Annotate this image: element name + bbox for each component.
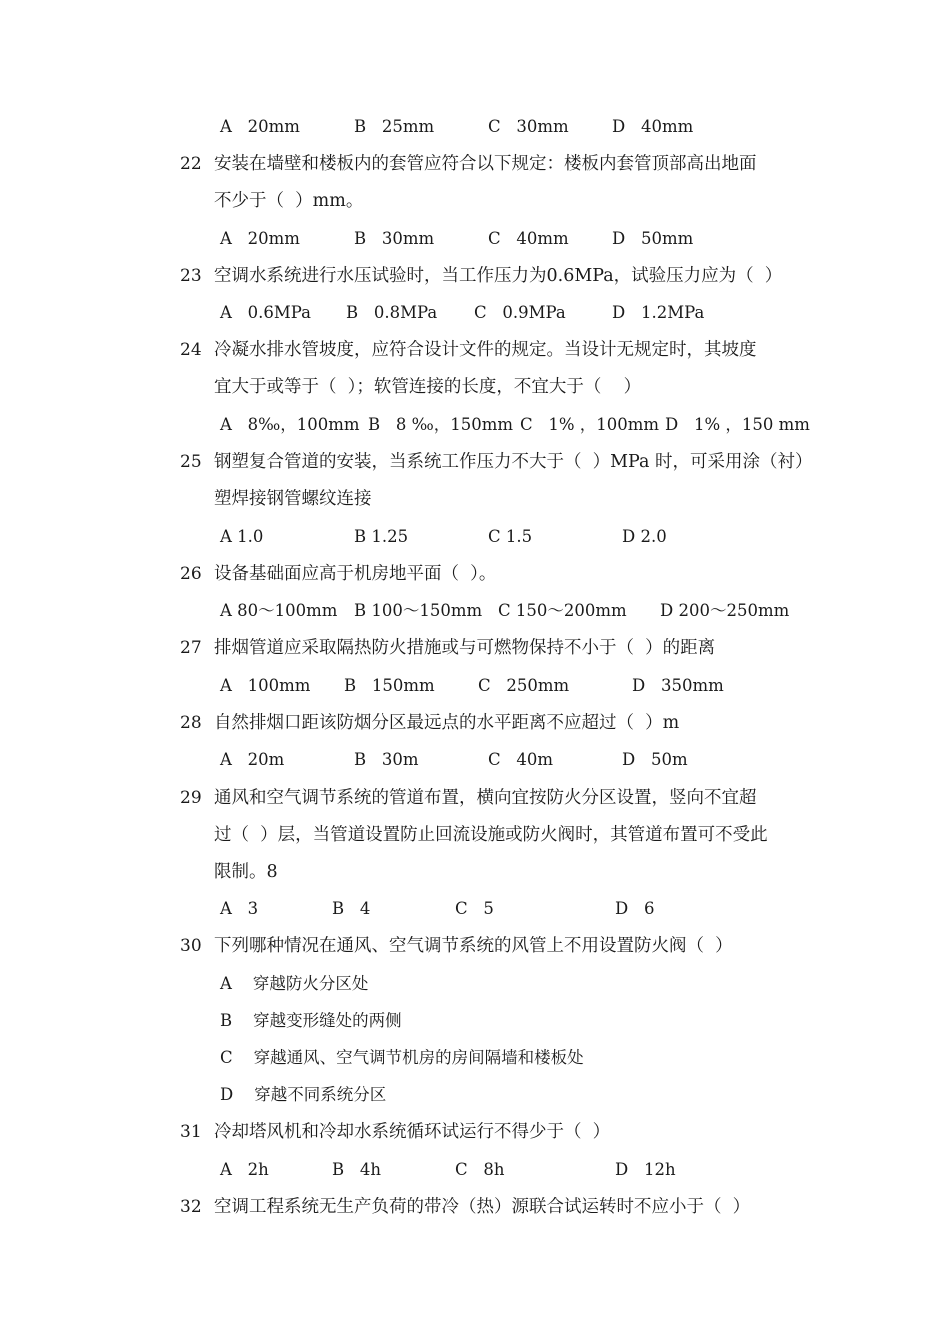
question-text: 空调水系统进行水压试验时，当工作压力为0.6MPa，试验压力应为（ ） [214,266,783,286]
option-d: D 40mm [612,117,694,136]
option-d: D 6 [615,899,655,918]
option-c: C 5 [455,899,494,918]
question-text: 安装在墙壁和楼板内的套管应符合以下规定：楼板内套管顶部高出地面 [214,154,757,174]
question-text-continued: 过（ ）层，当管道设置防止回流设施或防火阀时，其管道布置可不受此 [214,825,768,845]
option-c: C 40m [488,750,554,769]
option-c: C 150～200mm [498,601,627,620]
option-a: A 20mm [220,229,300,248]
question-number: 28 [180,713,202,733]
question-number: 26 [180,564,202,584]
question-text: 排烟管道应采取隔热防火措施或与可燃物保持不小于（ ）的距离 [214,638,716,658]
option-c: C 40mm [488,229,569,248]
question-number: 29 [180,788,202,808]
question-number: 31 [180,1122,202,1142]
question-number: 23 [180,266,202,286]
option-d: D 200～250mm [660,601,790,620]
question-text: 冷却塔风机和冷却水系统循环试运行不得少于（ ） [214,1122,611,1142]
option-c: C 8h [455,1160,505,1179]
option-a: A 1.0 [220,527,264,546]
option-a: A 穿越防火分区处 [220,974,369,993]
option-a: A 100mm [220,676,311,695]
option-a: A 20m [220,750,285,769]
question-text-continued: 不少于（ ）mm。 [214,191,364,211]
option-b: B 150mm [344,676,435,695]
option-b: B 25mm [354,117,435,136]
option-c: C 穿越通风、空气调节机房的房间隔墙和楼板处 [220,1048,584,1067]
option-b: B 30m [354,750,419,769]
question-text: 通风和空气调节系统的管道布置，横向宜按防火分区设置，竖向不宜超 [214,788,757,808]
option-b: B 100～150mm [354,601,483,620]
question-text-continued: 塑焊接钢管螺纹连接 [214,489,372,509]
question-text: 冷凝水排水管坡度，应符合设计文件的规定。当设计无规定时，其坡度 [214,340,757,360]
question-text-continued: 限制。8 [214,862,278,882]
option-b: B 1.25 [354,527,409,546]
option-d: D 50mm [612,229,694,248]
question-number: 27 [180,638,202,658]
question-text: 空调工程系统无生产负荷的带冷（热）源联合试运转时不应小于（ ） [214,1197,751,1217]
question-number: 32 [180,1197,202,1217]
question-number: 22 [180,154,202,174]
option-b: B 4 [332,899,371,918]
option-d: D 穿越不同系统分区 [220,1085,387,1104]
option-c: C 1.5 [488,527,533,546]
option-d: D 1.2MPa [612,303,705,322]
option-c: C 0.9MPa [474,303,566,322]
question-text: 钢塑复合管道的安装，当系统工作压力不大于（ ）MPa 时，可采用涂（衬） [214,452,813,472]
option-d: D 1% ，150 mm [665,415,810,434]
question-text: 自然排烟口距该防烟分区最远点的水平距离不应超过（ ）m [214,713,680,733]
question-number: 25 [180,452,202,472]
option-c: C 30mm [488,117,569,136]
option-b: B 0.8MPa [346,303,438,322]
option-a: A 2h [220,1160,269,1179]
question-number: 24 [180,340,202,360]
option-d: D 2.0 [622,527,667,546]
option-c: C 1% ，100mm [520,415,660,434]
option-b: B 8 ‰，150mm [368,415,514,434]
question-text: 设备基础面应高于机房地平面（ ）。 [214,564,497,584]
option-b: B 4h [332,1160,381,1179]
option-b: B 穿越变形缝处的两侧 [220,1011,402,1030]
question-text: 下列哪种情况在通风、空气调节系统的风管上不用设置防火阀（ ） [214,936,733,956]
question-number: 30 [180,936,202,956]
question-text-continued: 宜大于或等于（ ）；软管连接的长度，不宜大于（ ） [214,377,642,397]
option-d: D 50m [622,750,688,769]
option-b: B 30mm [354,229,435,248]
option-a: A 20mm [220,117,300,136]
option-a: A 8‰，100mm [220,415,360,434]
option-d: D 350mm [632,676,724,695]
option-a: A 0.6MPa [220,303,311,322]
option-c: C 250mm [478,676,570,695]
option-d: D 12h [615,1160,676,1179]
option-a: A 80～100mm [220,601,338,620]
option-a: A 3 [220,899,259,918]
